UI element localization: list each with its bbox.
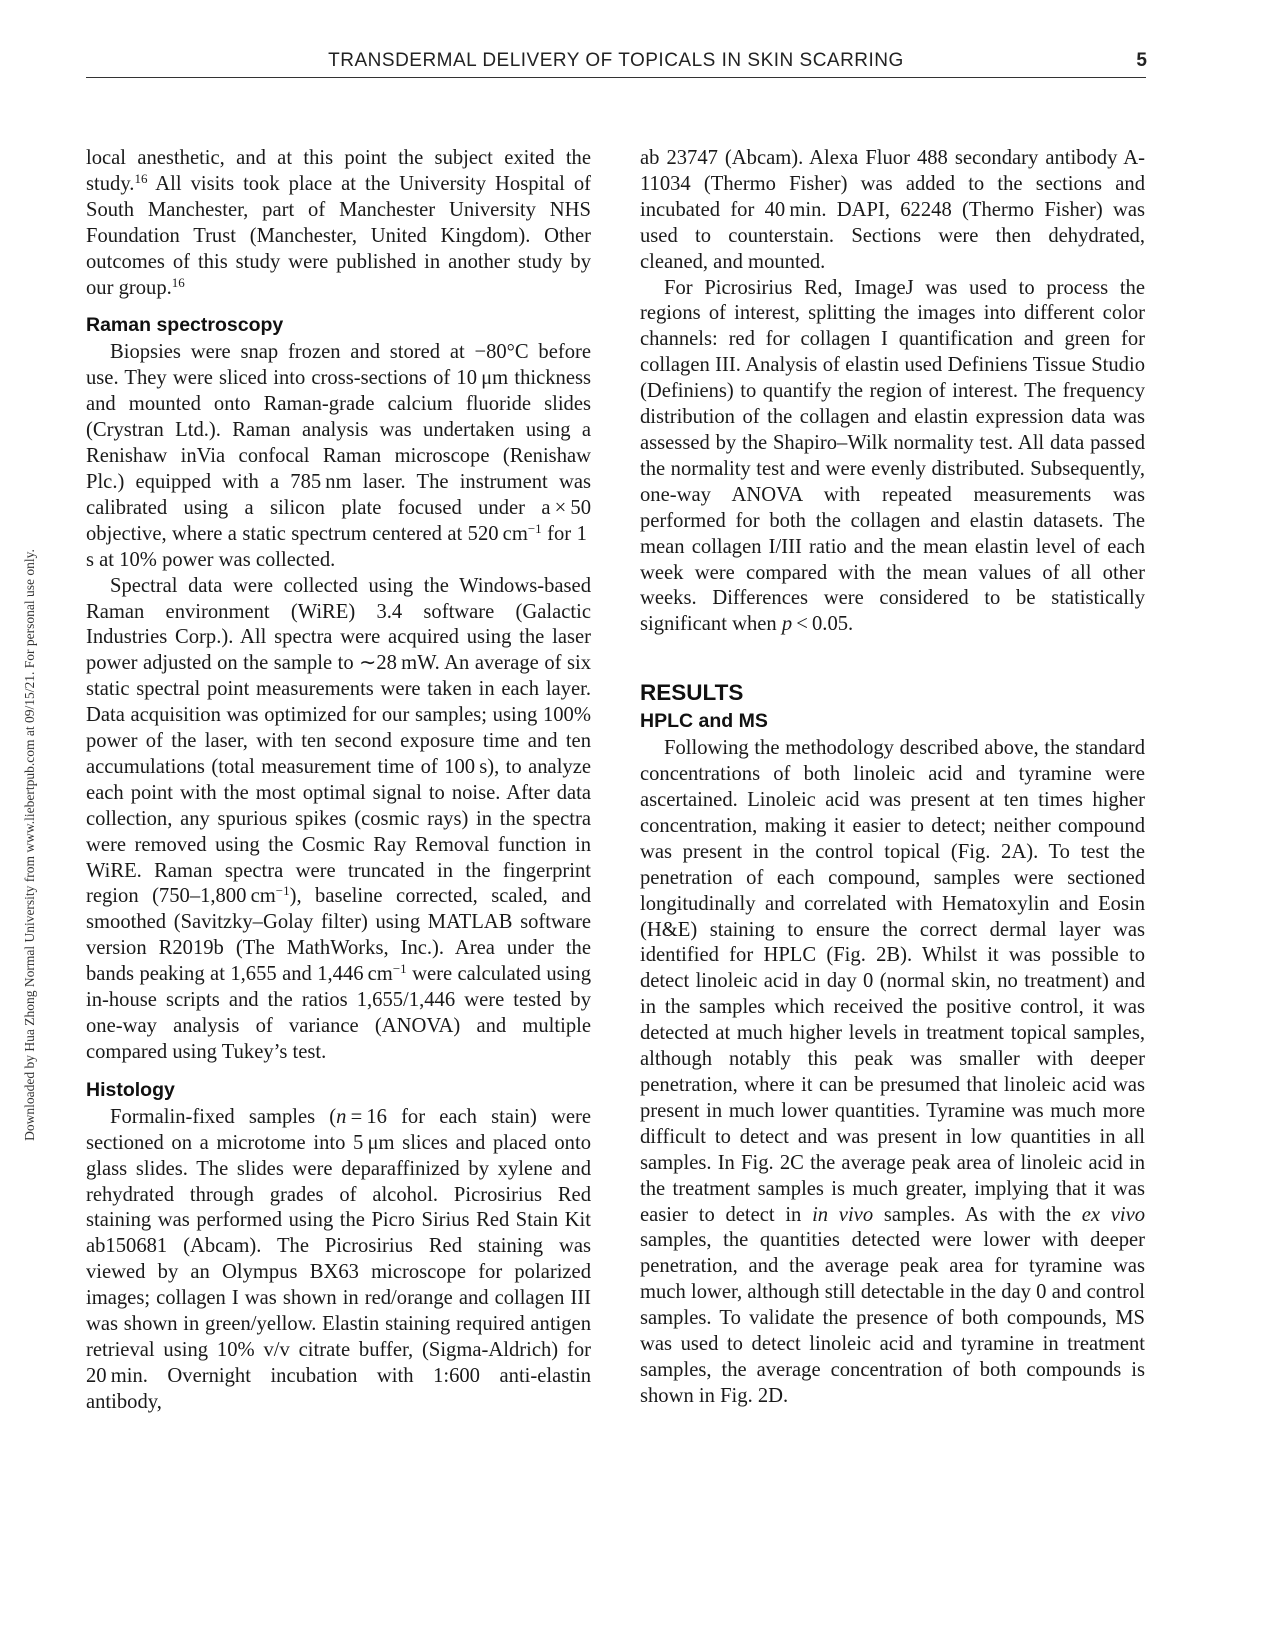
page-number: 5 xyxy=(1136,50,1147,71)
citation-superscript: 16 xyxy=(171,274,185,290)
paragraph-picrosirius: For Picrosirius Red, ImageJ was used to process the regions of interest, splitting the images into different color channels: red for collagen I quantification and green for collagen III. Analysis of elastin used Definiens Tissue Studio (Definiens) to quantify the region of interest. The frequency distribution of the collagen and elastin expression data was assessed by the Shapiro–Wilk normality test. All data passed the normality test and were evenly distributed. Subsequently, one-way ANOVA with repeated measurements was performed for both the collagen and elastin datasets. The mean collagen I/III ratio and the mean elastin level of each week were compared with the mean values of all other weeks. Differences were considered to be statistically significant when p < 0.05. xyxy=(640,276,1145,636)
paragraph-raman-1: Biopsies were snap frozen and stored at −80°C before use. They were sliced into cross-sections of 10 μm thickness and mounted onto Raman-grade calcium fluoride slides (Crystran Ltd.). Raman analysis was undertaken using a Renishaw inVia confocal Raman microscope (Renishaw Plc.) equipped with a 785 nm laser. The instrument was calibrated using a silicon plate focused under a × 50 objective, where a static spectrum centered at 520 $cm^{-1}$ for 1 s at 10% power was collected. xyxy=(86,341,591,571)
left-column xyxy=(86,146,591,1416)
header-rule xyxy=(86,77,1146,78)
heading-raman: Raman spectroscopy xyxy=(86,314,284,337)
paragraph-hplc-1: Following the methodology described above, the standard concentrations of both linoleic acid and tyramine were ascertained. Linoleic acid was present at ten times higher concentration, making it easier to detect; neither compound was present in the control topical (Fig. 2A). To test the penetration of each compound, samples were sectioned longitudinally and correlated with Hematoxylin and Eosin (H&E) staining to ensure the correct dermal layer was identified for HPLC (Fig. 2B). Whilst it was possible to detect linoleic acid in day 0 (normal skin, no treatment) and in the samples which received the positive control, it was detected at much higher levels in treatment topical samples, although notably this peak was smaller with deeper penetration, where it can be presumed that linoleic acid was present in much lower quantities. Tyramine was much more difficult to detect and was present in low quantities in all samples. In Fig. 2C the average peak area of linoleic acid in the treatment samples is much greater, implying that it was easier to detect in in vivo samples. As with the ex vivo samples, the quantities detected were lower with deeper penetration, and the average peak area for tyramine was much lower, although still detectable in the day 0 and control samples. To validate the presence of both compounds, MS was used to detect linoleic acid and tyramine in treatment samples, the average concentration of both compounds is shown in Fig. 2D. xyxy=(640,737,1146,1407)
paragraph-histology-1: Formalin-fixed samples (n = 16 for each stain) were sectioned on a microtome into 5 μm slices and placed onto glass slides. The slides were deparaffinized by xylene and rehydrated through grades of alcohol. Picrosirius Red staining was performed using the Picro Sirius Red Stain Kit ab150681 (Abcam). The Picrosirius Red staining was viewed by an Olympus BX63 microscope for polarized images; collagen I was shown in red/orange and collagen III was shown in green/yellow. Elastin staining required antigen retrieval using 10% v/v citrate buffer, (Sigma-Aldrich) for 20 min. Overnight incubation with 1:600 anti-elastin antibody, xyxy=(86,1105,591,1413)
running-head: TRANSDERMAL DELIVERY OF TOPICALS IN SKIN SCARRING xyxy=(328,50,904,71)
paragraph-intro: local anesthetic, and at this point the subject exited the study.$^{16}$ All visits took place at the University Hospital of South Manchester, part of Manchester University NHS Foundation Trust (Manchester, United Kingdom). Other outcomes of this study were published in another study by our group.$^{16}$ xyxy=(86,147,591,299)
paragraph-raman-2: Spectral data were collected using the Windows-based Raman environment (WiRE) 3.4 software (Galactic Industries Corp.). All spectra were acquired using the laser power adjusted on the sample to ∼28 mW. An average of six static spectral point measurements were taken in each layer. Data acquisition was optimized for our samples; using 100% power of the laser, with ten second exposure time and ten accumulations (total measurement time of 100 s), to analyze each point with the most optimal signal to noise. After data collection, any spurious spikes (cosmic rays) in the spectra were removed using the Cosmic Ray Removal function in WiRE. Raman spectra were truncated in the fingerprint region (750–1,800 $cm^{-1}$), baseline corrected, scaled, and smoothed (Savitzky–Golay filter) using MATLAB software version R2019b (The MathWorks, Inc.). Area under the bands peaking at 1,655 and 1,446 $cm^{-1}$ were calculated using in-house scripts and the ratios 1,655/1,446 were tested by one-way analysis of variance (ANOVA) and multiple compared using Tukey’s test. xyxy=(86,574,591,1063)
right-column xyxy=(640,146,1145,1410)
citation-superscript: 16 xyxy=(134,170,148,186)
unit-superscript: −1 xyxy=(275,883,290,899)
unit-superscript: −1 xyxy=(392,961,407,977)
paragraph-continued: ab 23747 (Abcam). Alexa Fluor 488 secondary antibody A-11034 (Thermo Fisher) was added to the sections and incubated for 40 min. DAPI, 62248 (Thermo Fisher) was used to counterstain. Sections were then dehydrated, cleaned, and mounted. xyxy=(640,147,1145,273)
heading-hplc-ms: HPLC and MS xyxy=(640,710,768,733)
unit-superscript: −1 xyxy=(527,520,542,536)
download-notice: Downloaded by Hua Zhong Normal University from www.liebertpub.com at 09/15/21. For personal use only. xyxy=(22,549,37,1141)
heading-histology: Histology xyxy=(86,1078,175,1101)
heading-results: RESULTS xyxy=(640,680,744,706)
